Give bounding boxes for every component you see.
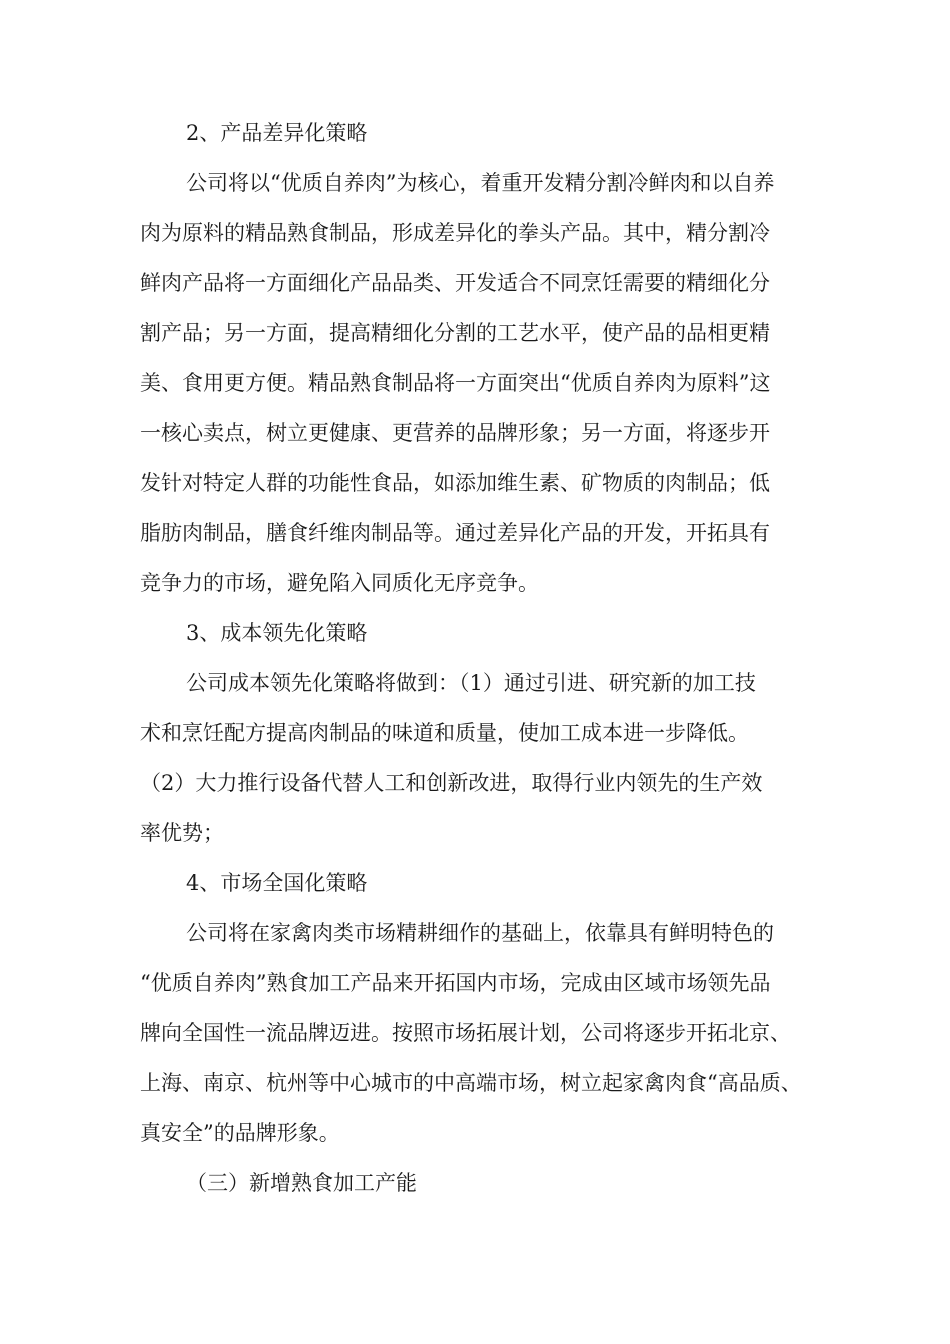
paragraph-line: 脂肪肉制品，膳食纤维肉制品等。通过差异化产品的开发，开拓具有 [140,521,770,545]
paragraph-line: 真安全”的品牌形象。 [140,1121,340,1145]
paragraph-line: 竞争力的市场，避免陷入同质化无序竞争。 [140,571,539,595]
heading-cost-leadership: 3、成本领先化策略 [186,621,368,645]
paragraph-line: 牌向全国性一流品牌迈进。按照市场拓展计划，公司将逐步开拓北京、 [140,1021,791,1045]
paragraph-line: 公司将在家禽肉类市场精耕细作的基础上，依靠具有鲜明特色的 [186,921,774,945]
paragraph-line: 鲜肉产品将一方面细化产品品类、开发适合不同烹饪需要的精细化分 [140,271,770,295]
paragraph-line: 率优势； [140,821,224,845]
paragraph-line: 美、食用更方便。精品熟食制品将一方面突出“优质自养肉为原料”这 [140,371,771,395]
paragraph-line: 上海、南京、杭州等中心城市的中高端市场，树立起家禽肉食“高品质、 [140,1071,802,1095]
paragraph-line: 术和烹饪配方提高肉制品的味道和质量，使加工成本进一步降低。 [140,721,749,745]
paragraph-line: 公司成本领先化策略将做到：（1）通过引进、研究新的加工技 [186,671,756,695]
paragraph-line: 肉为原料的精品熟食制品，形成差异化的拳头产品。其中，精分割冷 [140,221,770,245]
paragraph-line: （2）大力推行设备代替人工和创新改进，取得行业内领先的生产效 [140,771,763,795]
paragraph-line: 公司将以“优质自养肉”为核心，着重开发精分割冷鲜肉和以自养 [186,171,775,195]
heading-product-differentiation: 2、产品差异化策略 [186,121,368,145]
paragraph-line: 一核心卖点，树立更健康、更营养的品牌形象；另一方面，将逐步开 [140,421,770,445]
paragraph-line: 割产品；另一方面，提高精细化分割的工艺水平，使产品的品相更精 [140,321,770,345]
paragraph-line: “优质自养肉”熟食加工产品来开拓国内市场，完成由区域市场领先品 [140,971,771,995]
paragraph-line: 发针对特定人群的功能性食品，如添加维生素、矿物质的肉制品；低 [140,471,770,495]
section-heading-new-capacity: （三）新增熟食加工产能 [186,1171,417,1195]
heading-market-nationwide: 4、市场全国化策略 [186,871,368,895]
